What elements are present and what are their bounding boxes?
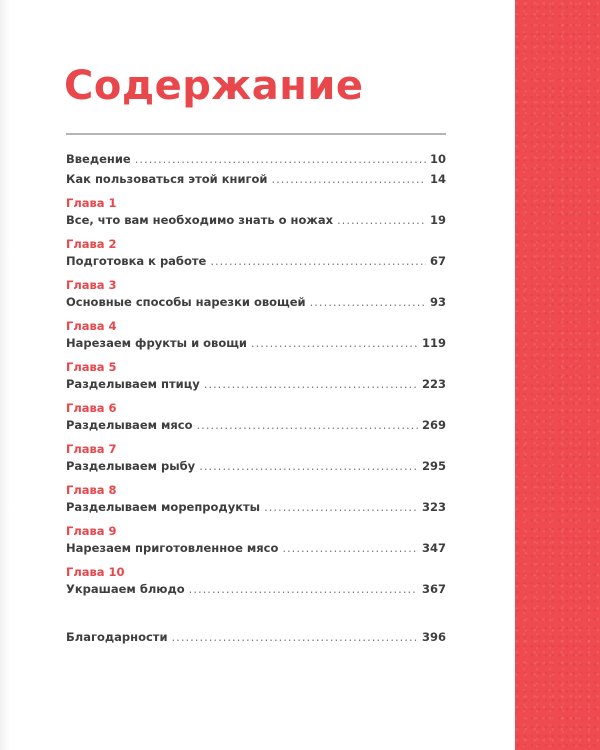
toc-entry <box>66 539 446 559</box>
toc-entry <box>66 375 446 395</box>
dot-leader <box>199 457 418 475</box>
toc-entry-page: 347 <box>421 541 446 555</box>
toc-chapter-4 <box>66 319 446 354</box>
toc-entry-title: Все, что вам необходимо знать о ножах <box>66 213 334 227</box>
toc-entry-page: 10 <box>429 152 446 166</box>
toc-chapter-6 <box>66 401 446 436</box>
toc-entry <box>66 252 446 272</box>
dot-leader <box>135 150 426 168</box>
dot-leader <box>264 498 418 516</box>
toc-entry-title: Разделываем птицу <box>66 377 200 391</box>
dot-leader <box>310 293 426 311</box>
toc-entry-page: 295 <box>421 459 446 473</box>
toc-entry-page: 323 <box>421 500 446 514</box>
toc-intro-block <box>66 150 446 190</box>
toc-entry-page: 19 <box>429 213 446 227</box>
toc-entry-page: 223 <box>421 377 446 391</box>
dot-leader <box>204 375 418 393</box>
toc-entry-title: Украшаем блюдо <box>66 582 185 596</box>
toc-chapter-10 <box>66 565 446 600</box>
chapter-label: Глава 9 <box>66 524 117 538</box>
toc-entry <box>66 293 446 313</box>
toc-entry-title: Основные способы нарезки овощей <box>66 295 306 309</box>
chapter-label: Глава 4 <box>66 319 117 333</box>
spine-shadow <box>0 0 10 750</box>
toc-entry-page: 119 <box>421 336 446 350</box>
page-title: Содержание <box>64 63 364 109</box>
dot-leader <box>172 628 418 646</box>
toc-entry-page: 93 <box>429 295 446 309</box>
toc-entry-page: 14 <box>429 172 446 186</box>
dot-leader <box>197 416 418 434</box>
dot-leader <box>210 252 426 270</box>
toc-chapter-5 <box>66 360 446 395</box>
toc-entry-title: Благодарности <box>66 630 168 644</box>
dot-leader <box>272 170 426 188</box>
toc-chapter-3 <box>66 278 446 313</box>
chapter-label: Глава 3 <box>66 278 117 292</box>
dot-leader <box>337 211 426 229</box>
dot-leader <box>189 580 418 598</box>
toc-entry <box>66 211 446 231</box>
toc-entry-title: Как пользоваться этой книгой <box>66 172 268 186</box>
toc-entry-page: 367 <box>421 582 446 596</box>
toc-entry-title: Нарезаем приготовленное мясо <box>66 541 279 555</box>
toc-chapter-2 <box>66 237 446 272</box>
toc-entry-page: 67 <box>429 254 446 268</box>
chapter-label: Глава 5 <box>66 360 117 374</box>
toc-entry <box>66 457 446 477</box>
chapter-label: Глава 7 <box>66 442 117 456</box>
red-side-band <box>515 0 600 750</box>
toc-chapter-8 <box>66 483 446 518</box>
chapter-label: Глава 6 <box>66 401 117 415</box>
dot-leader <box>282 539 418 557</box>
dot-leader <box>251 334 418 352</box>
chapter-label: Глава 10 <box>66 565 125 579</box>
toc-entry <box>66 334 446 354</box>
chapter-label: Глава 8 <box>66 483 117 497</box>
chapter-label: Глава 2 <box>66 237 117 251</box>
toc-entry-introduction <box>66 150 446 170</box>
toc-chapter-1 <box>66 196 446 231</box>
toc-entry-acknowledgments <box>66 628 446 648</box>
toc-entry-how-to-use <box>66 170 446 190</box>
toc-entry <box>66 498 446 518</box>
toc-entry-title: Подготовка к работе <box>66 254 207 268</box>
chapter-label: Глава 1 <box>66 196 117 210</box>
toc-entry-title: Нарезаем фрукты и овощи <box>66 336 247 350</box>
toc-entry <box>66 416 446 436</box>
toc-acknowledgments <box>66 628 446 648</box>
section-spacer <box>66 606 446 628</box>
table-of-contents <box>66 150 446 654</box>
title-divider <box>66 133 446 135</box>
toc-entry-title: Введение <box>66 152 131 166</box>
toc-entry-page: 269 <box>421 418 446 432</box>
toc-entry-page: 396 <box>421 630 446 644</box>
toc-chapter-7 <box>66 442 446 477</box>
toc-entry-title: Разделываем рыбу <box>66 459 196 473</box>
toc-entry <box>66 580 446 600</box>
toc-chapter-9 <box>66 524 446 559</box>
toc-entry-title: Разделываем морепродукты <box>66 500 261 514</box>
toc-entry-title: Разделываем мясо <box>66 418 193 432</box>
